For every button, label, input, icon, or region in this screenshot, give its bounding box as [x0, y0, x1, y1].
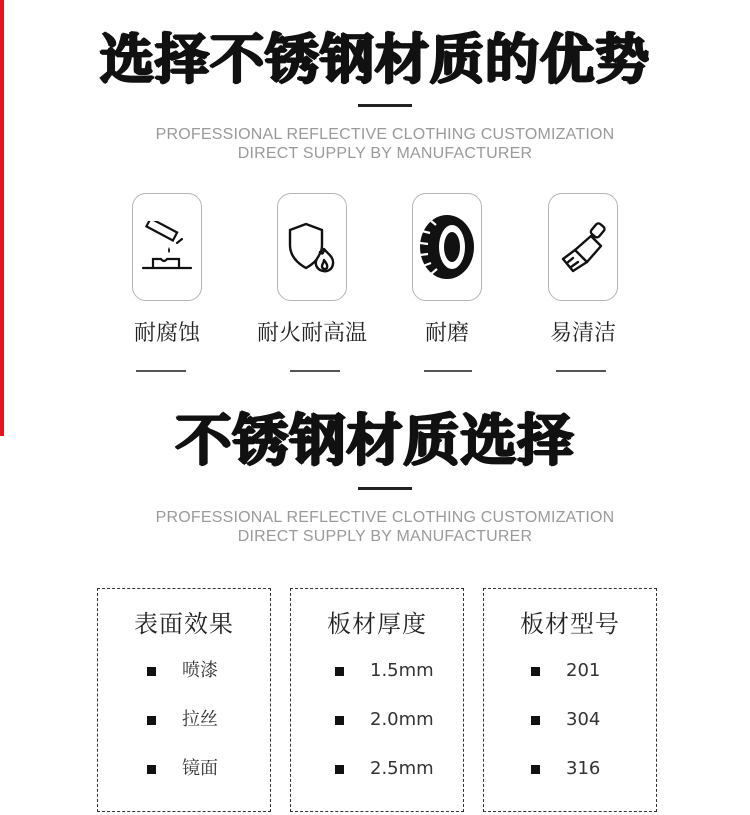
spec-box-surface-finish: [97, 588, 271, 812]
section2-title: 不锈钢材质选择: [175, 409, 575, 474]
feature-rule: [556, 370, 606, 372]
spec-item: [484, 757, 656, 781]
section1-subtitle-line1: PROFESSIONAL REFLECTIVE CLOTHING CUSTOMIZATION: [155, 126, 615, 143]
section2-subtitle-line1: PROFESSIONAL REFLECTIVE CLOTHING CUSTOMIZATION: [155, 509, 615, 526]
spec-item-value: 2.0mm: [370, 709, 434, 730]
square-bullet-icon: [531, 765, 540, 774]
spec-box-thickness: [290, 588, 464, 812]
feature-easy-clean: [523, 193, 643, 347]
tire-icon: [417, 213, 477, 281]
spec-title: 板材型号: [520, 610, 620, 638]
feature-icon-box: [132, 193, 202, 301]
square-bullet-icon: [335, 667, 344, 676]
feature-label: 耐火耐高温: [256, 321, 367, 346]
spec-item: [484, 708, 656, 732]
fire-shield-icon: [284, 219, 340, 275]
spec-item-value: 拉丝: [182, 709, 218, 730]
section1-title-rule: [358, 104, 412, 107]
section1-title: 选择不锈钢材质的优势: [100, 28, 650, 91]
square-bullet-icon: [335, 765, 344, 774]
spec-title: 板材厚度: [327, 610, 427, 638]
feature-label: 易清洁: [549, 321, 616, 346]
feature-icon-box: [548, 193, 618, 301]
spec-item: [98, 757, 270, 781]
section1-subtitle: [0, 125, 750, 163]
spec-box-grade: [483, 588, 657, 812]
spec-item: [291, 659, 463, 683]
cleaning-brush-icon: [555, 219, 611, 275]
spec-item-value: 喷漆: [182, 660, 218, 681]
square-bullet-icon: [531, 716, 540, 725]
feature-label: 耐腐蚀: [133, 321, 200, 346]
feature-rule: [136, 370, 186, 372]
spec-item: [291, 708, 463, 732]
feature-label: 耐磨: [424, 321, 469, 346]
spec-item-value: 镜面: [182, 758, 218, 779]
spec-item: [484, 659, 656, 683]
feature-rule: [424, 370, 472, 372]
section2-title-rule: [358, 487, 412, 490]
square-bullet-icon: [147, 716, 156, 725]
spec-item-value: 201: [566, 660, 601, 681]
square-bullet-icon: [147, 667, 156, 676]
feature-icon-box: [277, 193, 347, 301]
feature-fire-resistant: [252, 193, 372, 347]
square-bullet-icon: [531, 667, 540, 676]
feature-corrosion: [107, 193, 227, 347]
spec-item-value: 304: [566, 709, 601, 730]
spec-item: [98, 708, 270, 732]
spec-item-value: 316: [566, 758, 601, 779]
feature-wear-resistant: [387, 193, 507, 347]
square-bullet-icon: [335, 716, 344, 725]
section2-subtitle: [0, 508, 750, 546]
spec-item: [98, 659, 270, 683]
section1-subtitle-line2: DIRECT SUPPLY BY MANUFACTURER: [237, 145, 533, 162]
spec-title: 表面效果: [134, 610, 234, 638]
feature-icon-box: [412, 193, 482, 301]
corrosion-icon: [139, 221, 195, 273]
spec-item-value: 2.5mm: [370, 758, 434, 779]
spec-item-value: 1.5mm: [370, 660, 434, 681]
feature-rule: [290, 370, 340, 372]
section2-subtitle-line2: DIRECT SUPPLY BY MANUFACTURER: [237, 528, 533, 545]
spec-item: [291, 757, 463, 781]
square-bullet-icon: [147, 765, 156, 774]
